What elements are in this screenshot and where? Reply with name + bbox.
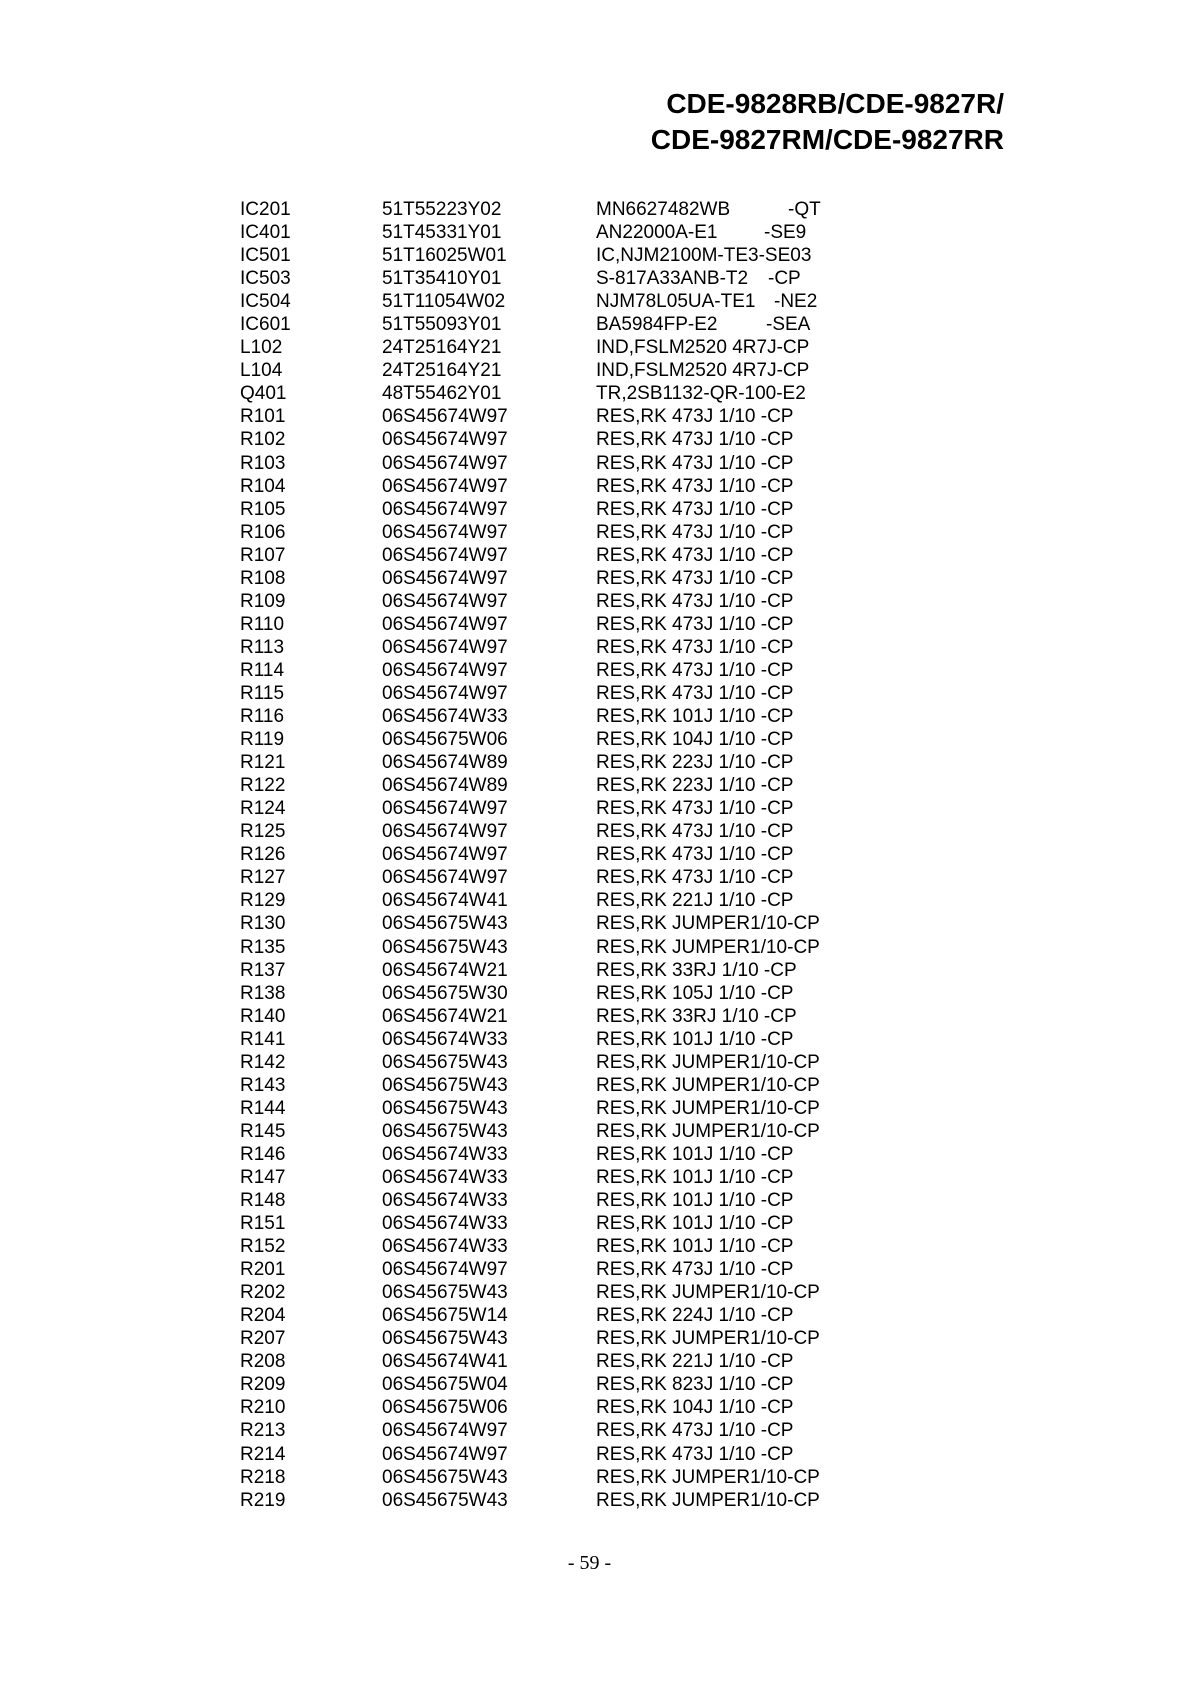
part-number: 06S45674W33 bbox=[382, 1143, 508, 1165]
part-number: 06S45674W97 bbox=[382, 452, 508, 474]
ref-designator: R108 bbox=[240, 567, 286, 589]
part-number: 06S45675W06 bbox=[382, 729, 508, 751]
ref-designator: R137 bbox=[240, 959, 286, 981]
part-description: NJM78L05UA-TE1 bbox=[596, 291, 756, 313]
table-row bbox=[240, 1097, 840, 1120]
part-description: S-817A33ANB-T2 bbox=[596, 268, 749, 290]
part-number: 06S45674W97 bbox=[382, 590, 508, 612]
ref-designator: R129 bbox=[240, 890, 286, 912]
part-number: 06S45675W43 bbox=[382, 1074, 508, 1096]
ref-designator: L104 bbox=[240, 360, 283, 382]
table-row bbox=[240, 221, 840, 244]
part-description: RES,RK JUMPER1/10-CP bbox=[596, 1051, 820, 1073]
part-description: RES,RK 473J 1/10 -CP bbox=[596, 636, 794, 658]
part-number: 06S45674W41 bbox=[382, 1351, 508, 1373]
part-number: 06S45674W33 bbox=[382, 1213, 508, 1235]
ref-designator: R103 bbox=[240, 452, 286, 474]
part-description: RES,RK 473J 1/10 -CP bbox=[596, 498, 794, 520]
table-row bbox=[240, 336, 840, 359]
part-number: 06S45674W97 bbox=[382, 498, 508, 520]
part-description: AN22000A-E1 bbox=[596, 222, 718, 244]
part-number: 51T55223Y02 bbox=[382, 199, 502, 220]
ref-designator: R144 bbox=[240, 1097, 286, 1119]
part-description: RES,RK 473J 1/10 -CP bbox=[596, 567, 794, 589]
table-row bbox=[240, 1028, 840, 1051]
part-description: RES,RK 221J 1/10 -CP bbox=[596, 1351, 794, 1373]
ref-designator: R202 bbox=[240, 1282, 286, 1304]
ref-designator: R101 bbox=[240, 406, 286, 428]
table-row bbox=[240, 1281, 840, 1304]
part-description: RES,RK JUMPER1/10-CP bbox=[596, 1489, 820, 1511]
ref-designator: R151 bbox=[240, 1213, 286, 1235]
ref-designator: R106 bbox=[240, 521, 286, 543]
table-row bbox=[240, 1327, 840, 1350]
part-description: RES,RK JUMPER1/10-CP bbox=[596, 936, 820, 958]
part-description: RES,RK JUMPER1/10-CP bbox=[596, 1074, 820, 1096]
table-row bbox=[240, 359, 840, 382]
table-row bbox=[240, 820, 840, 843]
part-number: 06S45675W43 bbox=[382, 1120, 508, 1142]
part-number: 06S45674W33 bbox=[382, 706, 508, 728]
part-suffix: -SEA bbox=[766, 314, 811, 336]
part-number: 06S45674W97 bbox=[382, 521, 508, 543]
part-description: RES,RK 473J 1/10 -CP bbox=[596, 544, 794, 566]
part-description: RES,RK 101J 1/10 -CP bbox=[596, 1213, 794, 1235]
part-description: BA5984FP-E2 bbox=[596, 314, 718, 336]
table-row bbox=[240, 843, 840, 866]
part-description: RES,RK 473J 1/10 -CP bbox=[596, 613, 794, 635]
ref-designator: IC401 bbox=[240, 222, 291, 244]
table-row bbox=[240, 636, 840, 659]
part-number: 06S45674W97 bbox=[382, 406, 508, 428]
part-number: 06S45674W97 bbox=[382, 1443, 508, 1465]
part-description: RES,RK 473J 1/10 -CP bbox=[596, 521, 794, 543]
table-row bbox=[240, 613, 840, 636]
table-row bbox=[240, 405, 840, 428]
table-row bbox=[240, 1466, 840, 1489]
ref-designator: R213 bbox=[240, 1420, 286, 1442]
part-description: TR,2SB1132-QR-100-E2 bbox=[596, 383, 806, 405]
part-description: RES,RK 473J 1/10 -CP bbox=[596, 844, 794, 866]
ref-designator: R204 bbox=[240, 1305, 286, 1327]
part-description: RES,RK JUMPER1/10-CP bbox=[596, 913, 820, 935]
part-description: RES,RK 101J 1/10 -CP bbox=[596, 1190, 794, 1212]
ref-designator: IC503 bbox=[240, 268, 291, 290]
part-description: IND,FSLM2520 4R7J-CP bbox=[596, 337, 810, 359]
ref-designator: R109 bbox=[240, 590, 286, 612]
part-description: RES,RK 473J 1/10 -CP bbox=[596, 406, 794, 428]
part-description: RES,RK 473J 1/10 -CP bbox=[596, 659, 794, 681]
part-description: RES,RK 473J 1/10 -CP bbox=[596, 798, 794, 820]
part-description: RES,RK 101J 1/10 -CP bbox=[596, 1143, 794, 1165]
part-number: 06S45675W43 bbox=[382, 913, 508, 935]
part-suffix: -SE9 bbox=[764, 222, 807, 244]
part-description: RES,RK 473J 1/10 -CP bbox=[596, 1443, 794, 1465]
table-row bbox=[240, 313, 840, 336]
table-row bbox=[240, 475, 840, 498]
table-row bbox=[240, 982, 840, 1005]
part-suffix: -CP bbox=[768, 268, 801, 290]
part-description: RES,RK 33RJ 1/10 -CP bbox=[596, 959, 797, 981]
part-number: 06S45674W97 bbox=[382, 844, 508, 866]
part-number: 06S45675W43 bbox=[382, 1489, 508, 1511]
part-description: RES,RK 223J 1/10 -CP bbox=[596, 752, 794, 774]
ref-designator: R119 bbox=[240, 729, 285, 751]
part-number: 06S45674W33 bbox=[382, 1028, 508, 1050]
part-number: 06S45674W89 bbox=[382, 775, 508, 797]
part-number: 06S45674W89 bbox=[382, 752, 508, 774]
ref-designator: R201 bbox=[240, 1259, 286, 1281]
table-row bbox=[240, 797, 840, 820]
table-row bbox=[240, 866, 840, 889]
part-description: RES,RK 101J 1/10 -CP bbox=[596, 1028, 794, 1050]
table-row bbox=[240, 1258, 840, 1281]
table-row bbox=[240, 1212, 840, 1235]
table-row bbox=[240, 1189, 840, 1212]
part-number: 51T55093Y01 bbox=[382, 314, 502, 336]
table-row bbox=[240, 1051, 840, 1074]
table-row bbox=[240, 452, 840, 475]
ref-designator: R110 bbox=[240, 613, 285, 635]
table-row bbox=[240, 1120, 840, 1143]
part-number: 51T45331Y01 bbox=[382, 222, 502, 244]
part-number: 06S45674W97 bbox=[382, 475, 508, 497]
part-number: 06S45674W97 bbox=[382, 544, 508, 566]
model-header bbox=[404, 86, 1004, 158]
part-number: 06S45675W04 bbox=[382, 1374, 508, 1396]
ref-designator: R113 bbox=[240, 636, 285, 658]
part-number: 51T11054W02 bbox=[382, 291, 506, 313]
ref-designator: R143 bbox=[240, 1074, 286, 1096]
table-row bbox=[240, 889, 840, 912]
part-number: 06S45675W43 bbox=[382, 1466, 508, 1488]
table-row bbox=[240, 959, 840, 982]
part-number: 24T25164Y21 bbox=[382, 360, 502, 382]
ref-designator: R208 bbox=[240, 1351, 286, 1373]
part-number: 06S45674W97 bbox=[382, 429, 508, 451]
ref-designator: R138 bbox=[240, 982, 286, 1004]
part-description: RES,RK 473J 1/10 -CP bbox=[596, 682, 794, 704]
ref-designator: R104 bbox=[240, 475, 286, 497]
part-description: RES,RK JUMPER1/10-CP bbox=[596, 1120, 820, 1142]
part-suffix: -QT bbox=[788, 199, 821, 220]
table-row bbox=[240, 521, 840, 544]
table-row bbox=[240, 244, 840, 267]
table-row bbox=[240, 705, 840, 728]
part-number: 06S45674W33 bbox=[382, 1190, 508, 1212]
table-row bbox=[240, 590, 840, 613]
table-row bbox=[240, 1074, 840, 1097]
ref-designator: R125 bbox=[240, 821, 286, 843]
ref-designator: IC504 bbox=[240, 291, 291, 313]
part-description: MN6627482WB bbox=[596, 199, 731, 220]
table-row bbox=[240, 544, 840, 567]
table-row bbox=[240, 290, 840, 313]
table-row bbox=[240, 682, 840, 705]
part-number: 06S45675W43 bbox=[382, 1097, 508, 1119]
table-row bbox=[240, 1373, 840, 1396]
table-row bbox=[240, 428, 840, 451]
ref-designator: R107 bbox=[240, 544, 286, 566]
table-row bbox=[240, 1443, 840, 1466]
table-row bbox=[240, 267, 840, 290]
part-description: RES,RK JUMPER1/10-CP bbox=[596, 1097, 820, 1119]
ref-designator: R142 bbox=[240, 1051, 286, 1073]
part-description: IC,NJM2100M-TE3-SE03 bbox=[596, 245, 812, 267]
ref-designator: R124 bbox=[240, 798, 286, 820]
part-description: RES,RK 101J 1/10 -CP bbox=[596, 1236, 794, 1258]
part-number: 06S45674W21 bbox=[382, 1005, 508, 1027]
part-number: 06S45675W43 bbox=[382, 936, 508, 958]
part-description: RES,RK 223J 1/10 -CP bbox=[596, 775, 794, 797]
ref-designator: R116 bbox=[240, 706, 285, 728]
model-header-line-2: CDE-9827RM/CDE-9827RR bbox=[650, 124, 1004, 155]
part-description: RES,RK 224J 1/10 -CP bbox=[596, 1305, 794, 1327]
part-description: RES,RK 104J 1/10 -CP bbox=[596, 729, 794, 751]
ref-designator: R105 bbox=[240, 498, 286, 520]
ref-designator: R135 bbox=[240, 936, 286, 958]
part-number: 06S45675W43 bbox=[382, 1282, 508, 1304]
part-number: 48T55462Y01 bbox=[382, 383, 502, 405]
table-row bbox=[240, 774, 840, 797]
part-description: RES,RK 473J 1/10 -CP bbox=[596, 867, 794, 889]
part-description: RES,RK 221J 1/10 -CP bbox=[596, 890, 794, 912]
table-row bbox=[240, 1166, 840, 1189]
ref-designator: R207 bbox=[240, 1328, 286, 1350]
part-number: 06S45674W21 bbox=[382, 959, 508, 981]
ref-designator: R147 bbox=[240, 1166, 286, 1188]
ref-designator: R214 bbox=[240, 1443, 286, 1465]
part-description: RES,RK JUMPER1/10-CP bbox=[596, 1282, 820, 1304]
page-number: - 59 - bbox=[567, 1552, 612, 1574]
part-number: 06S45675W30 bbox=[382, 982, 508, 1004]
table-row bbox=[240, 567, 840, 590]
part-number: 06S45675W43 bbox=[382, 1328, 508, 1350]
part-number: 06S45674W97 bbox=[382, 567, 508, 589]
table-row bbox=[240, 1419, 840, 1442]
ref-designator: R102 bbox=[240, 429, 286, 451]
part-description: RES,RK 473J 1/10 -CP bbox=[596, 475, 794, 497]
part-description: RES,RK 473J 1/10 -CP bbox=[596, 452, 794, 474]
part-description: RES,RK 473J 1/10 -CP bbox=[596, 821, 794, 843]
table-row bbox=[240, 1304, 840, 1327]
ref-designator: R209 bbox=[240, 1374, 286, 1396]
part-number: 06S45675W43 bbox=[382, 1051, 508, 1073]
part-description: RES,RK 104J 1/10 -CP bbox=[596, 1397, 794, 1419]
model-header-line-1: CDE-9828RB/CDE-9827R/ bbox=[666, 88, 1004, 119]
ref-designator: R145 bbox=[240, 1120, 286, 1142]
part-description: RES,RK 105J 1/10 -CP bbox=[596, 982, 794, 1004]
table-row bbox=[240, 382, 840, 405]
parts-list bbox=[240, 198, 840, 1512]
part-number: 06S45674W97 bbox=[382, 1420, 508, 1442]
table-row bbox=[240, 659, 840, 682]
table-row bbox=[240, 936, 840, 959]
part-number: 24T25164Y21 bbox=[382, 337, 502, 359]
part-description: RES,RK 101J 1/10 -CP bbox=[596, 706, 794, 728]
part-number: 51T16025W01 bbox=[382, 245, 507, 267]
part-number: 06S45675W06 bbox=[382, 1397, 508, 1419]
part-number: 06S45674W97 bbox=[382, 636, 508, 658]
ref-designator: R152 bbox=[240, 1236, 286, 1258]
part-number: 06S45674W97 bbox=[382, 821, 508, 843]
part-number: 06S45674W97 bbox=[382, 867, 508, 889]
table-row bbox=[240, 198, 840, 221]
part-number: 06S45674W33 bbox=[382, 1166, 508, 1188]
part-number: 06S45674W97 bbox=[382, 1259, 508, 1281]
ref-designator: Q401 bbox=[240, 383, 287, 405]
ref-designator: R130 bbox=[240, 913, 286, 935]
table-row bbox=[240, 1235, 840, 1258]
part-description: RES,RK 473J 1/10 -CP bbox=[596, 590, 794, 612]
ref-designator: R121 bbox=[240, 752, 286, 774]
part-number: 06S45674W41 bbox=[382, 890, 508, 912]
ref-designator: R126 bbox=[240, 844, 286, 866]
ref-designator: IC501 bbox=[240, 245, 291, 267]
part-description: RES,RK 473J 1/10 -CP bbox=[596, 429, 794, 451]
table-row bbox=[240, 912, 840, 935]
table-row bbox=[240, 1350, 840, 1373]
ref-designator: IC201 bbox=[240, 199, 291, 220]
table-row bbox=[240, 1005, 840, 1028]
ref-designator: L102 bbox=[240, 337, 283, 359]
part-number: 06S45674W97 bbox=[382, 613, 508, 635]
table-row bbox=[240, 1396, 840, 1419]
part-number: 06S45674W97 bbox=[382, 682, 508, 704]
part-description: RES,RK JUMPER1/10-CP bbox=[596, 1466, 820, 1488]
ref-designator: R115 bbox=[240, 682, 285, 704]
table-row bbox=[240, 751, 840, 774]
ref-designator: R146 bbox=[240, 1143, 286, 1165]
part-description: RES,RK 473J 1/10 -CP bbox=[596, 1420, 794, 1442]
part-number: 51T35410Y01 bbox=[382, 268, 502, 290]
part-number: 06S45674W33 bbox=[382, 1236, 508, 1258]
part-description: RES,RK 33RJ 1/10 -CP bbox=[596, 1005, 797, 1027]
part-description: RES,RK 823J 1/10 -CP bbox=[596, 1374, 794, 1396]
part-description: RES,RK 101J 1/10 -CP bbox=[596, 1166, 794, 1188]
ref-designator: R218 bbox=[240, 1466, 286, 1488]
table-row bbox=[240, 498, 840, 521]
table-row bbox=[240, 1143, 840, 1166]
ref-designator: R141 bbox=[240, 1028, 286, 1050]
part-description: RES,RK 473J 1/10 -CP bbox=[596, 1259, 794, 1281]
part-description: IND,FSLM2520 4R7J-CP bbox=[596, 360, 810, 382]
table-row bbox=[240, 1489, 840, 1512]
ref-designator: R140 bbox=[240, 1005, 286, 1027]
ref-designator: R127 bbox=[240, 867, 286, 889]
table-row bbox=[240, 728, 840, 751]
ref-designator: R219 bbox=[240, 1489, 286, 1511]
part-number: 06S45674W97 bbox=[382, 798, 508, 820]
ref-designator: R122 bbox=[240, 775, 286, 797]
ref-designator: R114 bbox=[240, 659, 285, 681]
ref-designator: IC601 bbox=[240, 314, 291, 336]
part-number: 06S45675W14 bbox=[382, 1305, 508, 1327]
ref-designator: R210 bbox=[240, 1397, 286, 1419]
part-description: RES,RK JUMPER1/10-CP bbox=[596, 1328, 820, 1350]
part-number: 06S45674W97 bbox=[382, 659, 508, 681]
part-suffix: -NE2 bbox=[774, 291, 818, 313]
ref-designator: R148 bbox=[240, 1190, 286, 1212]
